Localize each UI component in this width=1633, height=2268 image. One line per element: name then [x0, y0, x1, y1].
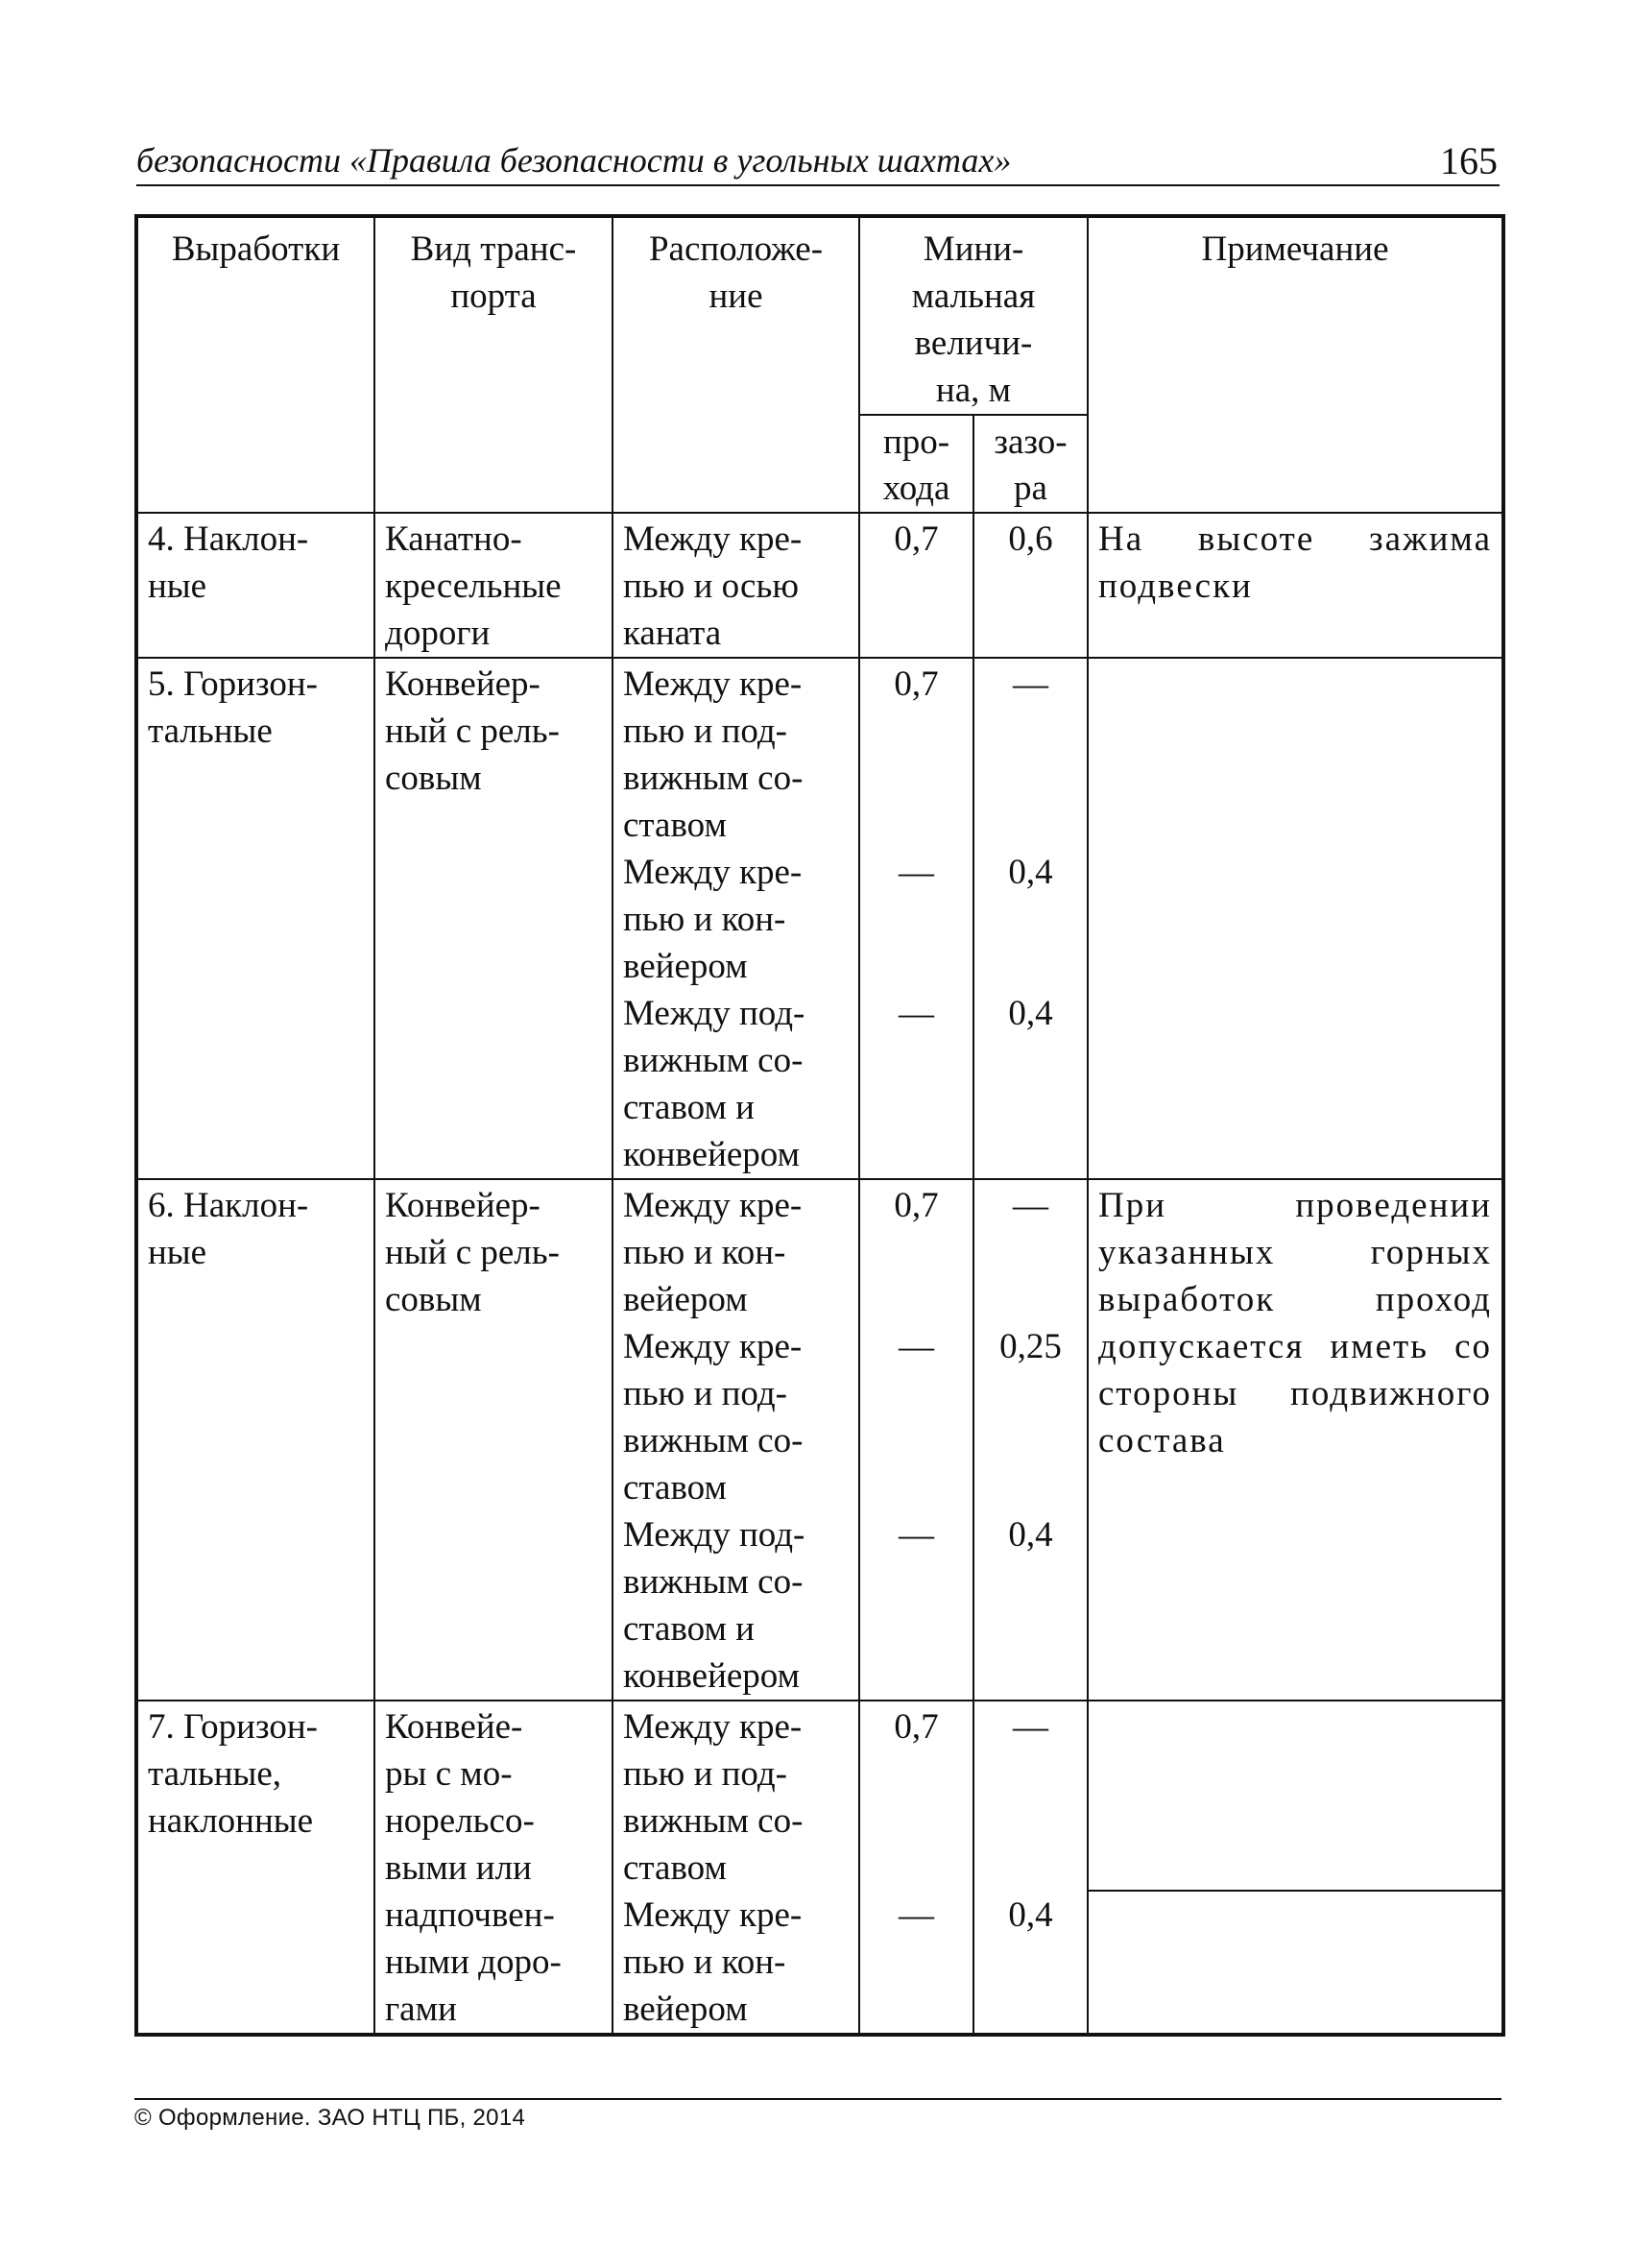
note-subcell [1089, 1701, 1501, 1892]
passage-cell: 0,7 — — [859, 1179, 973, 1701]
clearance-table [134, 214, 1505, 2037]
column-header-workings: Выработки [136, 216, 374, 513]
note-cell [1088, 658, 1503, 1179]
clearance-cell: — 0,4 0,4 [973, 658, 1088, 1179]
column-header-note: Примечание [1088, 216, 1503, 513]
workings-cell: 4. Наклон- ные [136, 513, 374, 658]
clearance-cell: — 0,4 [973, 1701, 1088, 2035]
table-row [136, 658, 1503, 1179]
passage-cell: 0,7 — [859, 1701, 973, 2035]
column-header-min-value: Мини- мальная величи- на, м [859, 216, 1088, 415]
passage-cell: 0,7 — — [859, 658, 973, 1179]
location-cell: Между кре- пью и под- вижным со- ставом Между кре- пью и кон- вейером Между под- вижным со- ставом и конвейером [612, 658, 859, 1179]
location-cell: Между кре- пью и осью каната [612, 513, 859, 658]
workings-cell: 7. Горизон- тальные, наклонные [136, 1701, 374, 2035]
clearance-cell: — 0,25 0,4 [973, 1179, 1088, 1701]
note-cell [1088, 1701, 1503, 2035]
location-cell: Между кре- пью и кон- вейером Между кре- пью и под- вижным со- ставом Между под- вижным со- ставом и конвейером [612, 1179, 859, 1701]
transport-cell: Канатно- кресельные дороги [374, 513, 612, 658]
column-header-passage: про- хода [859, 415, 973, 513]
transport-cell: Конвейер- ный с рель- совым [374, 658, 612, 1179]
table-row [136, 513, 1503, 658]
column-header-location: Расположе- ние [612, 216, 859, 513]
column-header-transport: Вид транс- порта [374, 216, 612, 513]
transport-cell: Конвейе- ры с мо- норельсо- выми или надпочвен- ными доро- гами [374, 1701, 612, 2035]
location-cell: Между кре- пью и под- вижным со- ставом Между кре- пью и кон- вейером [612, 1701, 859, 2035]
clearance-cell: 0,6 [973, 513, 1088, 658]
running-header [136, 134, 1500, 186]
column-header-clearance: зазо- ра [973, 415, 1088, 513]
transport-cell: Конвейер- ный с рель- совым [374, 1179, 612, 1701]
table-row [136, 1179, 1503, 1701]
table-header-row [136, 216, 1503, 415]
workings-cell: 6. Наклон- ные [136, 1179, 374, 1701]
passage-cell: 0,7 [859, 513, 973, 658]
note-cell: При проведении указанных горных выработок проход допускается иметь со стороны подвижного состава [1088, 1179, 1503, 1701]
running-title: безопасности «Правила безопасности в угольных шахтах» [136, 141, 1012, 180]
workings-cell: 5. Горизон- тальные [136, 658, 374, 1179]
note-cell: На высоте зажима подвески [1088, 513, 1503, 658]
footer-rule [134, 2098, 1501, 2100]
table-row [136, 1701, 1503, 2035]
page-number: 165 [1440, 139, 1498, 182]
footer-copyright: © Оформление. ЗАО НТЦ ПБ, 2014 [134, 2105, 526, 2131]
